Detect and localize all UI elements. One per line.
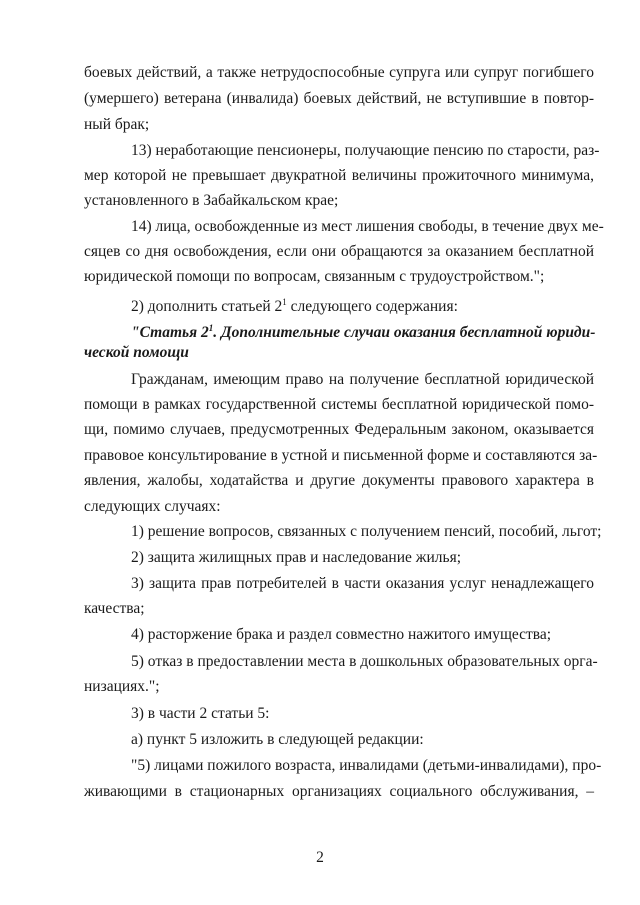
text-line: "5) лицами пожилого возраста, инвалидами (детьми-инвалидами), про-	[131, 757, 602, 774]
text-fragment: следующего содержания:	[286, 298, 458, 316]
text-line: живающими в стационарных организациях социального обслуживания, –	[84, 783, 594, 800]
article-heading	[131, 318, 594, 343]
text-line: 13) неработающие пенсионеры, получающие пенсию по старости, раз-	[131, 142, 600, 159]
text-fragment: 2) дополнить статьей 2	[131, 298, 283, 316]
text-line: Гражданам, имеющим право на получение бесплатной юридической	[131, 371, 594, 388]
text-line: 14) лица, освобожденные из мест лишения свободы, в течение двух ме-	[131, 218, 604, 235]
article-heading-cont: ческой помощи	[84, 344, 189, 361]
text-line: 1) решение вопросов, связанных с получением пенсий, пособий, льгот;	[131, 523, 602, 540]
superscript: 1	[208, 323, 214, 333]
text-line: мер которой не превышает двукратной величины прожиточного минимума,	[84, 167, 594, 184]
text-line: юридической помощи по вопросам, связанным с трудоустройством.";	[84, 268, 545, 285]
text-line: следующих случаях:	[84, 498, 221, 515]
text-fragment: . Дополнительные случаи оказания бесплатной юриди-	[213, 324, 596, 342]
text-line: а) пункт 5 изложить в следующей редакции:	[131, 731, 424, 748]
text-line: 4) расторжение брака и раздел совместно нажитого имущества;	[131, 626, 552, 643]
text-line: качества;	[84, 600, 145, 617]
text-fragment: "Статья 2	[131, 324, 209, 342]
text-line: 3) в части 2 статьи 5:	[131, 705, 270, 722]
text-line: (умершего) ветерана (инвалида) боевых действий, не вступившие в повтор-	[84, 90, 594, 107]
superscript: 1	[282, 297, 287, 307]
text-line: 3) защита прав потребителей в части оказания услуг ненадлежащего	[131, 575, 594, 592]
text-line	[131, 292, 594, 317]
text-line: боевых действий, а также нетрудоспособные супруга или супруг погибшего	[84, 64, 594, 81]
text-line: правовое консультирование в устной и письменной форме и составляются за-	[84, 447, 598, 464]
page-number: 2	[316, 849, 324, 866]
text-line: установленного в Забайкальском крае;	[84, 192, 339, 209]
text-line: щи, помимо случаев, предусмотренных Федеральным законом, оказывается	[84, 421, 594, 438]
text-line: низациях.";	[84, 678, 160, 695]
text-line: сяцев со дня освобождения, если они обращаются за оказанием бесплатной	[84, 243, 594, 260]
text-line: 5) отказ в предоставлении места в дошкольных образовательных орга-	[131, 653, 598, 670]
text-line: 2) защита жилищных прав и наследование жилья;	[131, 549, 462, 566]
text-line: явления, жалобы, ходатайства и другие документы правового характера в	[84, 472, 594, 489]
text-line: ный брак;	[84, 116, 150, 133]
text-line: помощи в рамках государственной системы бесплатной юридической помо-	[84, 396, 594, 413]
